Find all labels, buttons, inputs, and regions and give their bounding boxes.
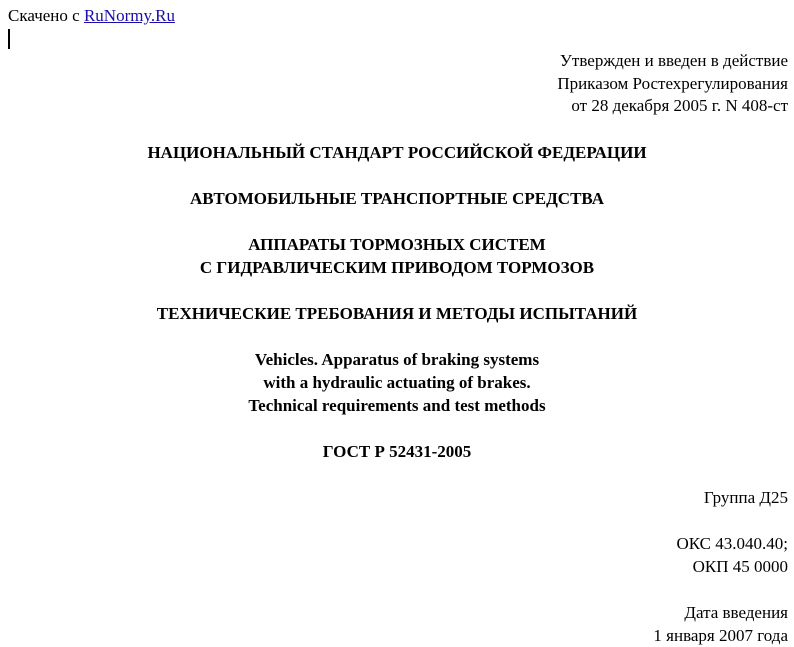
source-prefix: Скачено с <box>8 6 80 25</box>
category-title: АВТОМОБИЛЬНЫЕ ТРАНСПОРТНЫЕ СРЕДСТВА <box>0 188 794 211</box>
standard-designation: ГОСТ Р 52431-2005 <box>0 441 794 464</box>
approval-line-2: Приказом Ростехрегулирования <box>557 73 788 96</box>
subject-title-line-2: С ГИДРАВЛИЧЕСКИМ ПРИВОДОМ ТОРМОЗОВ <box>0 257 794 280</box>
national-standard-title: НАЦИОНАЛЬНЫЙ СТАНДАРТ РОССИЙСКОЙ ФЕДЕРАЦИИ <box>0 142 794 165</box>
introduction-label: Дата введения <box>653 602 788 625</box>
subject-title-line-1: АППАРАТЫ ТОРМОЗНЫХ СИСТЕМ <box>0 234 794 257</box>
approval-line-3: от 28 декабря 2005 г. N 408-ст <box>557 95 788 118</box>
okp-code: ОКП 45 0000 <box>676 556 788 579</box>
english-title-line-3: Technical requirements and test methods <box>0 395 794 418</box>
english-title-line-1: Vehicles. Apparatus of braking systems <box>0 349 794 372</box>
classification-block <box>676 533 788 578</box>
approval-block <box>557 50 788 118</box>
source-link[interactable]: RuNormy.Ru <box>84 6 175 25</box>
group-code: Группа Д25 <box>704 487 788 510</box>
english-title-line-2: with a hydraulic actuating of brakes. <box>0 372 794 395</box>
introduction-date: 1 января 2007 года <box>653 625 788 647</box>
requirements-title: ТЕХНИЧЕСКИЕ ТРЕБОВАНИЯ И МЕТОДЫ ИСПЫТАНИЙ <box>0 303 794 326</box>
oks-code: ОКС 43.040.40; <box>676 533 788 556</box>
introduction-block <box>653 602 788 647</box>
group-block <box>704 487 788 510</box>
approval-line-1: Утвержден и введен в действие <box>557 50 788 73</box>
source-line <box>8 6 175 26</box>
text-cursor <box>8 29 10 49</box>
